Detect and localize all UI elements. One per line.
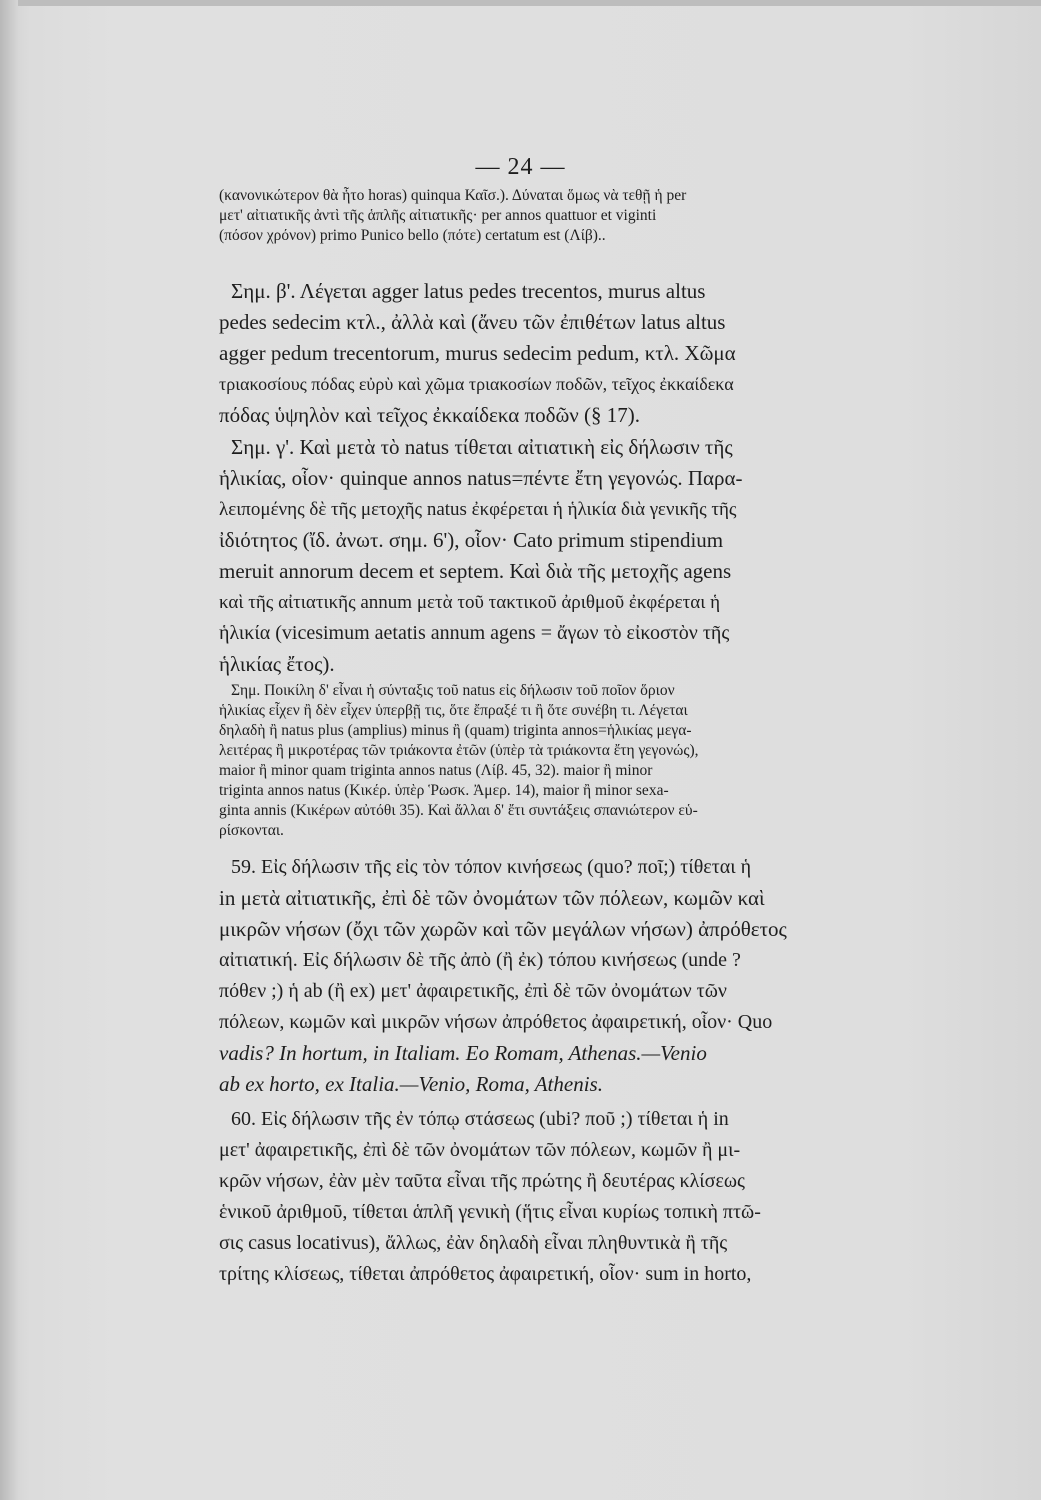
text-line: δηλαδὴ ἢ natus plus (amplius) minus ἢ (quam) triginta annos=ἡλικίας μεγα- (219, 722, 692, 739)
text-line: ginta annis (Κικέρων αὐτόθι 35). Καὶ ἄλλαι δ' ἔτι συντάξεις σπανιώτερον εὑ- (219, 802, 698, 819)
text-line: ἡλικίας εἶχεν ἢ δὲν εἶχεν ὑπερβῇ τις, ὅτε ἔπραξέ τι ἢ ὅτε συνέβη τι. Λέγεται (219, 702, 688, 719)
text-line: Σημ. β'. Λέγεται agger latus pedes trecentos, murus altus (231, 279, 706, 303)
text-line: λειπομένης δὲ τῆς μετοχῆς natus ἐκφέρεται ἡ ἡλικία διὰ γενικῆς τῆς (219, 499, 737, 520)
text-line: Σημ. γ'. Καὶ μετὰ τὸ natus τίθεται αἰτιατικὴ εἰς δήλωσιν τῆς (231, 435, 733, 459)
note-paragraph-1 (219, 186, 897, 246)
text-line: πόθεν ;) ἡ ab (ἢ ex) μετ' ἀφαιρετικῆς, ἐπὶ δὲ τῶν ὀνομάτων τῶν (219, 980, 727, 1002)
text-line: ἡλικίας ἔτος). (219, 652, 335, 676)
text-line: pedes sedecim κτλ., ἀλλὰ καὶ (ἄνευ τῶν ἐπιθέτων latus altus (219, 310, 726, 334)
text-line: τρίτης κλίσεως, τίθεται ἀπρόθετος ἀφαιρετική, οἷον· sum in horto, (219, 1263, 752, 1285)
note-paragraph-2 (219, 681, 897, 841)
text-line: ἡλικία (vicesimum aetatis annum agens = ἄγων τὸ εἰκοστὸν τῆς (219, 622, 730, 644)
text-line: καὶ τῆς αἰτιατικῆς annum μετὰ τοῦ τακτικοῦ ἀριθμοῦ ἐκφέρεται ἡ (219, 592, 721, 613)
text-line: κρῶν νήσων, ἐὰν μὲν ταῦτα εἶναι τῆς πρώτης ἢ δευτέρας κλίσεως (219, 1170, 745, 1192)
text-line: αἰτιατική. Εἰς δήλωσιν δὲ τῆς ἀπὸ (ἢ ἐκ) τόπου κινήσεως (unde ? (219, 949, 741, 971)
text-line: in μετὰ αἰτιατικῆς, ἐπὶ δὲ τῶν ὀνομάτων τῶν πόλεων, κωμῶν καὶ (219, 886, 765, 910)
page-edge-top (0, 0, 1041, 6)
text-line: agger pedum trecentorum, murus sedecim pedum, κτλ. Χῶμα (219, 341, 736, 365)
text-line: ab ex horto, ex Italia.—Venio, Roma, Athenis. (219, 1072, 603, 1096)
text-line: ρίσκονται. (219, 822, 284, 839)
page-edge-left (0, 0, 18, 1500)
text-line: (πόσον χρόνον) primo Punico bello (πότε) certatum est (Λίβ).. (219, 227, 606, 244)
text-line: triginta annos natus (Κικέρ. ὑπὲρ Ῥωσκ. Ἀμερ. 14), maior ἢ minor sexa- (219, 782, 669, 799)
page-number: — 24 — (475, 154, 566, 180)
text-line: 60. Εἰς δήλωσιν τῆς ἐν τόπῳ στάσεως (ubi? ποῦ ;) τίθεται ἡ in (231, 1108, 729, 1130)
text-line: vadis? In hortum, in Italiam. Eo Romam, Athenas.—Venio (219, 1041, 707, 1065)
section-60-paragraph (219, 1104, 897, 1290)
text-line: τριακοσίους πόδας εὐρὺ καὶ χῶμα τριακοσίων ποδῶν, τεῖχος ἐκκαίδεκα (219, 374, 734, 394)
text-line: ἑνικοῦ ἀριθμοῦ, τίθεται ἁπλῆ γενικὴ (ἥτις εἶναι κυρίως τοπικὴ πτῶ- (219, 1201, 761, 1223)
text-line: 59. Εἰς δήλωσιν τῆς εἰς τὸν τόπον κινήσεως (quo? ποῖ;) τίθεται ἡ (231, 856, 752, 878)
text-line: meruit annorum decem et septem. Καὶ διὰ τῆς μετοχῆς agens (219, 559, 732, 583)
text-line: ἡλικίας, οἷον· quinque annos natus=πέντε ἔτη γεγονώς. Παρα- (219, 466, 743, 490)
text-line: (κανονικώτερον θὰ ἦτο horas) quinqua Καῖσ.). Δύναται ὅμως νὰ τεθῇ ἡ per (219, 187, 687, 204)
text-line: πόλεων, κωμῶν καὶ μικρῶν νήσων ἀπρόθετος ἀφαιρετική, οἷον· Quo (219, 1011, 773, 1033)
text-line: μετ' ἀφαιρετικῆς, ἐπὶ δὲ τῶν ὀνομάτων τῶν πόλεων, κωμῶν ἢ μι- (219, 1139, 741, 1161)
text-line: σις casus locativus), ἄλλως, ἐὰν δηλαδὴ εἶναι πληθυντικὰ ἢ τῆς (219, 1232, 728, 1254)
text-line: μικρῶν νήσων (ὄχι τῶν χωρῶν καὶ τῶν μεγάλων νήσων) ἀπρόθετος (219, 917, 787, 941)
text-line: maior ἢ minor quam triginta annos natus (Λίβ. 45, 32). maior ἢ minor (219, 762, 653, 779)
section-59-paragraph (219, 852, 897, 1100)
text-line: λειτέρας ἢ μικροτέρας τῶν τριάκοντα ἐτῶν (ὑπὲρ τὰ τριάκοντα ἔτη γεγονώς), (219, 742, 699, 759)
text-line: Σημ. Ποικίλη δ' εἶναι ἡ σύνταξις τοῦ natus εἰς δήλωσιν τοῦ ποῖον ὅριον (231, 682, 675, 699)
remark-gamma-paragraph (219, 432, 897, 680)
text-line: ἰδιότητος (ἴδ. ἀνωτ. σημ. 6'), οἷον· Cato primum stipendium (219, 528, 724, 552)
text-line: πόδας ὑψηλὸν καὶ τεῖχος ἐκκαίδεκα ποδῶν (§ 17). (219, 403, 641, 427)
text-line: μετ' αἰτιατικῆς ἀντὶ τῆς ἁπλῆς αἰτιατικῆς· per annos quattuor et viginti (219, 207, 657, 224)
remark-beta-paragraph (219, 276, 897, 431)
